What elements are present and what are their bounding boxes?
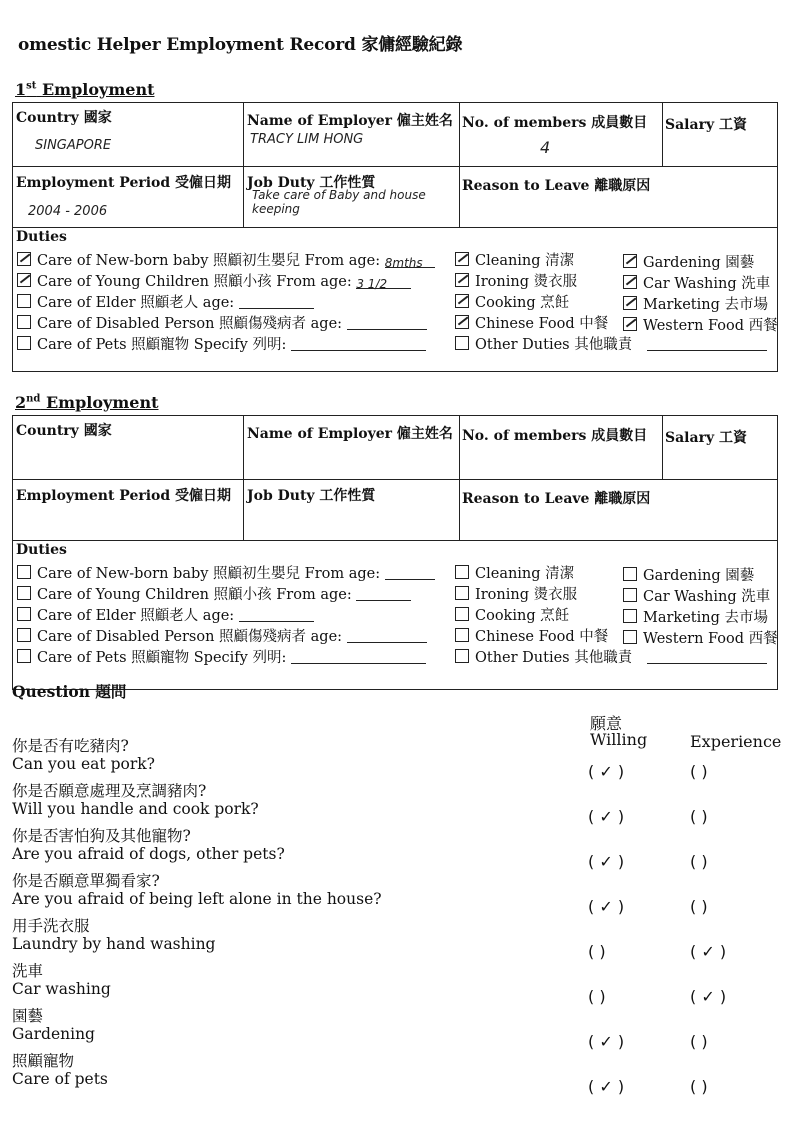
jobduty-label: Job Duty 工作性質 [247,175,376,191]
duty-item [17,625,427,646]
duty-label: Other Duties 其他職責 [475,650,633,666]
salary-label: Salary 工資 [665,430,747,446]
duty-checkbox[interactable] [455,607,469,621]
document-title: omestic Helper Employment Record 家傭經驗紀錄 [18,35,463,55]
duty-label: Cleaning 清潔 [475,566,575,582]
willing-mark[interactable]: ( ✓ ) [588,897,625,916]
members-value[interactable]: 4 [540,138,551,157]
duty-checkbox[interactable] [455,336,469,350]
duty-checkbox[interactable] [455,649,469,663]
duty-label: Ironing 燙衣服 [475,587,578,603]
duty-item [455,312,608,333]
section-heading [15,393,158,412]
duty-checkbox[interactable] [623,588,637,602]
willing-mark[interactable]: ( ✓ ) [588,762,625,781]
duty-checkbox[interactable] [623,296,637,310]
duty-blank[interactable] [647,651,767,664]
duty-label: Marketing 去市場 [643,297,768,313]
duty-item [17,583,411,604]
employer-value[interactable]: TRACY LIM HONG [250,132,364,147]
duty-checkbox[interactable] [17,336,31,350]
duty-value: 8mths [384,256,423,270]
duty-label: Western Food 西餐 [643,318,778,334]
duty-label: Cleaning 清潔 [475,253,575,269]
duty-label: Cooking 烹飪 [475,608,570,624]
duty-checkbox[interactable] [455,315,469,329]
willing-mark[interactable]: ( ✓ ) [588,852,625,871]
duty-checkbox[interactable] [623,567,637,581]
question-zh: 洗車 [12,962,44,980]
duty-checkbox[interactable] [17,607,31,621]
duty-label: Care of Disabled Person 照顧傷殘病者 age: [37,316,343,332]
question-en: Care of pets [12,1070,108,1088]
duty-item [623,272,770,293]
employer-label: Name of Employer 僱主姓名 [247,113,453,129]
duty-label: Care of Elder 照顧老人 age: [37,295,235,311]
duty-blank[interactable] [385,567,435,580]
question-en: Are you afraid of being left alone in the house? [12,890,382,908]
duty-checkbox[interactable] [17,649,31,663]
willing-mark[interactable]: ( ✓ ) [588,807,625,826]
duty-label: Car Washing 洗車 [643,589,771,605]
question-item [12,962,111,998]
question-item [12,1007,95,1043]
duty-label: Chinese Food 中餐 [475,316,609,332]
section-heading-text: Employment [45,393,159,412]
duty-value: 3 1/2 [356,277,388,291]
question-en: Can you eat pork? [12,755,155,773]
question-item [12,782,259,818]
duty-checkbox[interactable] [455,586,469,600]
duty-label: Care of Young Children 照顧小孩 From age: [37,274,352,290]
duty-label: Care of New-born baby 照顧初生嬰兒 From age: [37,253,381,269]
duty-item [623,606,768,627]
duty-label: Gardening 園藝 [643,255,755,271]
duty-item [455,333,767,354]
period-label: Employment Period 受僱日期 [16,175,232,191]
duty-label: Western Food 西餐 [643,631,778,647]
duty-label: Care of New-born baby 照顧初生嬰兒 From age: [37,566,381,582]
reason-label: Reason to Leave 離職原因 [462,491,651,507]
duty-item [17,333,426,354]
experience-label: Experience [690,732,782,751]
duty-label: Care of Pets 照顧寵物 Specify 列明: [37,650,287,666]
experience-mark[interactable]: ( ✓ ) [690,942,727,961]
jobduty-label: Job Duty 工作性質 [247,488,376,504]
duty-checkbox[interactable] [455,565,469,579]
experience-mark[interactable]: ( ✓ ) [690,987,727,1006]
duties-label: Duties [16,229,67,245]
duty-checkbox[interactable] [623,630,637,644]
duty-item [17,270,411,291]
duty-label: Marketing 去市場 [643,610,768,626]
duty-item [17,562,435,583]
willing-label: Willing [590,730,648,749]
duty-blank[interactable] [239,609,314,622]
question-item [12,917,215,953]
question-zh: 你是否願意處理及烹調豬肉? [12,782,207,800]
duty-checkbox[interactable] [623,254,637,268]
willing-zh-label: 願意 [590,714,623,733]
questions-heading: Question 題問 [12,682,127,701]
duty-item [455,583,577,604]
duty-checkbox[interactable] [455,273,469,287]
duty-item [455,562,574,583]
experience-mark[interactable]: ( ) [690,1077,708,1096]
experience-mark[interactable]: ( ) [690,807,708,826]
duty-blank[interactable] [347,317,427,330]
duty-item [623,314,778,335]
experience-mark[interactable]: ( ) [690,1032,708,1051]
duty-label: Gardening 園藝 [643,568,755,584]
duty-item [623,627,778,648]
duty-item [455,291,569,312]
willing-mark[interactable]: ( ✓ ) [588,1077,625,1096]
country-value[interactable]: SINGAPORE [35,138,112,153]
duty-label: Care of Elder 照顧老人 age: [37,608,235,624]
question-item [12,1052,108,1088]
duty-checkbox[interactable] [17,565,31,579]
duty-label: Other Duties 其他職責 [475,337,633,353]
question-zh: 照顧寵物 [12,1052,75,1070]
duty-item [17,291,314,312]
duties-label: Duties [16,542,67,558]
section-number: 2 [15,393,27,412]
duty-item [17,249,435,270]
jobduty-value[interactable]: Take care of Baby and house keeping [252,188,426,216]
duty-blank[interactable] [291,651,426,664]
duty-label: Care of Young Children 照顧小孩 From age: [37,587,352,603]
duty-item [455,625,608,646]
question-en: Gardening [12,1025,95,1043]
duty-item [17,312,427,333]
duty-label: Care of Disabled Person 照顧傷殘病者 age: [37,629,343,645]
duty-checkbox[interactable] [623,609,637,623]
country-label: Country 國家 [16,423,112,439]
period-label: Employment Period 受僱日期 [16,488,232,504]
salary-label: Salary 工資 [665,117,747,133]
duty-blank[interactable] [647,338,767,351]
duty-blank[interactable] [239,296,314,309]
question-zh: 用手洗衣服 [12,917,90,935]
duty-item [623,251,754,272]
duty-blank[interactable] [356,588,411,601]
duty-checkbox[interactable] [623,275,637,289]
duty-checkbox[interactable] [455,294,469,308]
duty-item [623,293,768,314]
experience-mark[interactable]: ( ) [690,852,708,871]
reason-label: Reason to Leave 離職原因 [462,178,651,194]
question-zh: 你是否有吃豬肉? [12,737,129,755]
duty-checkbox[interactable] [17,628,31,642]
willing-mark[interactable]: ( ✓ ) [588,1032,625,1051]
section-number: 1 [15,80,27,99]
question-zh: 園藝 [12,1007,44,1025]
willing-mark[interactable]: ( ) [588,987,606,1006]
duty-label: Cooking 烹飪 [475,295,570,311]
experience-mark[interactable]: ( ) [690,897,708,916]
duty-item [17,604,314,625]
question-zh: 你是否害怕狗及其他寵物? [12,827,191,845]
duty-item [455,270,577,291]
duty-item [17,646,426,667]
duty-checkbox[interactable] [17,252,31,266]
duty-checkbox[interactable] [455,252,469,266]
members-label: No. of members 成員數目 [462,428,648,444]
employer-label: Name of Employer 僱主姓名 [247,426,453,442]
question-en: Will you handle and cook pork? [12,800,259,818]
question-en: Car washing [12,980,111,998]
duty-label: Chinese Food 中餐 [475,629,609,645]
period-value[interactable]: 2004 - 2006 [28,204,108,219]
question-item [12,827,285,863]
duty-blank[interactable] [385,255,435,268]
duty-item [623,585,770,606]
duty-checkbox[interactable] [17,294,31,308]
section-heading [15,80,154,99]
duty-label: Ironing 燙衣服 [475,274,578,290]
duty-checkbox[interactable] [455,628,469,642]
duty-label: Care of Pets 照顧寵物 Specify 列明: [37,337,287,353]
duty-blank[interactable] [291,338,426,351]
duty-blank[interactable] [356,276,411,289]
question-item [12,737,155,773]
section-ordinal: nd [26,393,41,405]
duty-checkbox[interactable] [17,586,31,600]
duty-item [455,604,569,625]
experience-mark[interactable]: ( ) [690,762,708,781]
duty-checkbox[interactable] [17,315,31,329]
duty-checkbox[interactable] [623,317,637,331]
members-label: No. of members 成員數目 [462,115,648,131]
section-ordinal: st [26,80,37,92]
question-en: Are you afraid of dogs, other pets? [12,845,285,863]
duty-label: Car Washing 洗車 [643,276,771,292]
section-heading-text: Employment [41,80,155,99]
country-label: Country 國家 [16,110,112,126]
duty-blank[interactable] [347,630,427,643]
question-zh: 你是否願意單獨看家? [12,872,160,890]
duty-item [455,646,767,667]
willing-mark[interactable]: ( ) [588,942,606,961]
duty-item [623,564,754,585]
duty-checkbox[interactable] [17,273,31,287]
duty-item [455,249,574,270]
question-en: Laundry by hand washing [12,935,216,953]
question-item [12,872,382,908]
